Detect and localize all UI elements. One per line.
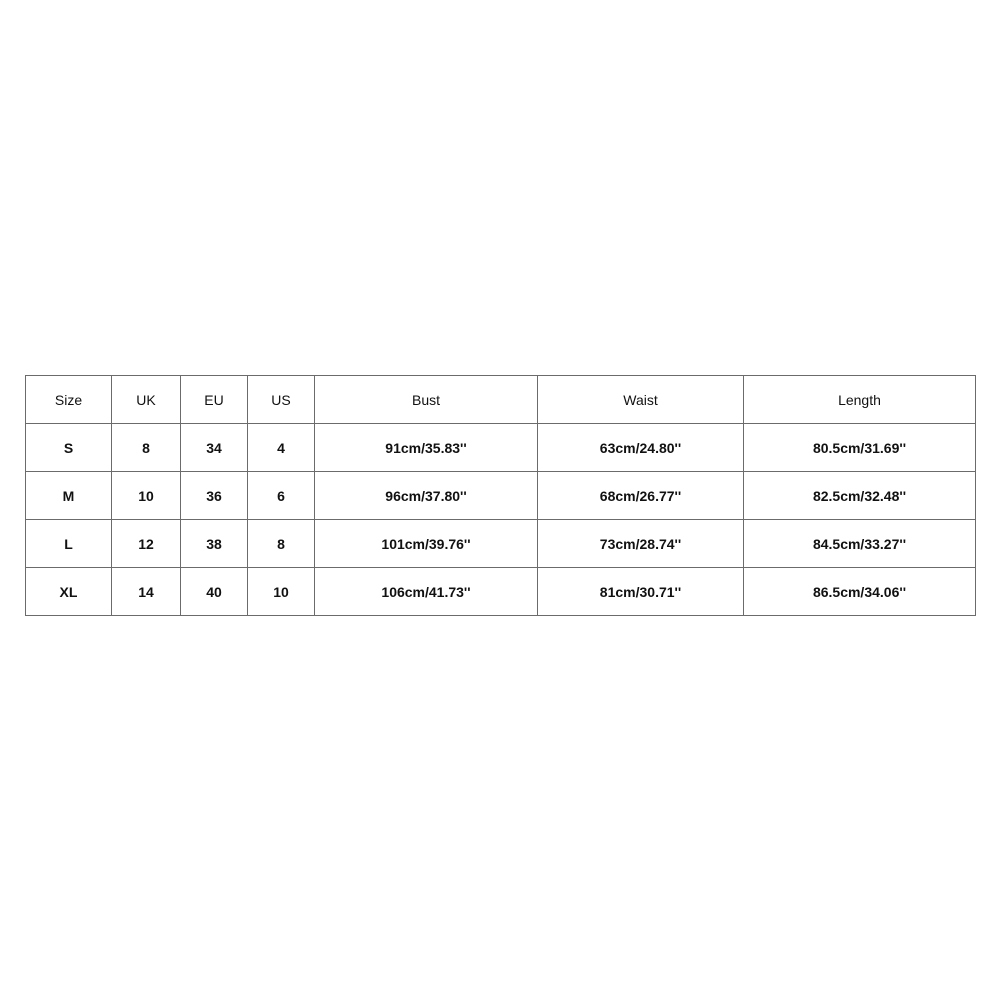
cell-size: L [26, 520, 112, 568]
table-row [26, 472, 976, 520]
cell-uk: 14 [112, 568, 181, 616]
cell-uk: 12 [112, 520, 181, 568]
header-eu: EU [181, 376, 248, 424]
header-size: Size [26, 376, 112, 424]
cell-waist: 68cm/26.77'' [538, 472, 744, 520]
cell-uk: 8 [112, 424, 181, 472]
table-row [26, 568, 976, 616]
cell-size: M [26, 472, 112, 520]
cell-us: 10 [248, 568, 315, 616]
cell-waist: 63cm/24.80'' [538, 424, 744, 472]
header-length: Length [744, 376, 976, 424]
cell-bust: 106cm/41.73'' [315, 568, 538, 616]
cell-length: 86.5cm/34.06'' [744, 568, 976, 616]
cell-uk: 10 [112, 472, 181, 520]
cell-eu: 34 [181, 424, 248, 472]
table-row [26, 520, 976, 568]
header-row [26, 376, 976, 424]
cell-bust: 96cm/37.80'' [315, 472, 538, 520]
cell-waist: 81cm/30.71'' [538, 568, 744, 616]
header-waist: Waist [538, 376, 744, 424]
cell-us: 6 [248, 472, 315, 520]
header-bust: Bust [315, 376, 538, 424]
cell-waist: 73cm/28.74'' [538, 520, 744, 568]
cell-length: 84.5cm/33.27'' [744, 520, 976, 568]
cell-eu: 40 [181, 568, 248, 616]
header-us: US [248, 376, 315, 424]
cell-us: 4 [248, 424, 315, 472]
cell-bust: 91cm/35.83'' [315, 424, 538, 472]
cell-length: 82.5cm/32.48'' [744, 472, 976, 520]
header-uk: UK [112, 376, 181, 424]
size-chart-table [25, 375, 976, 616]
cell-length: 80.5cm/31.69'' [744, 424, 976, 472]
cell-eu: 36 [181, 472, 248, 520]
cell-size: XL [26, 568, 112, 616]
table-row [26, 424, 976, 472]
cell-us: 8 [248, 520, 315, 568]
cell-eu: 38 [181, 520, 248, 568]
cell-bust: 101cm/39.76'' [315, 520, 538, 568]
cell-size: S [26, 424, 112, 472]
